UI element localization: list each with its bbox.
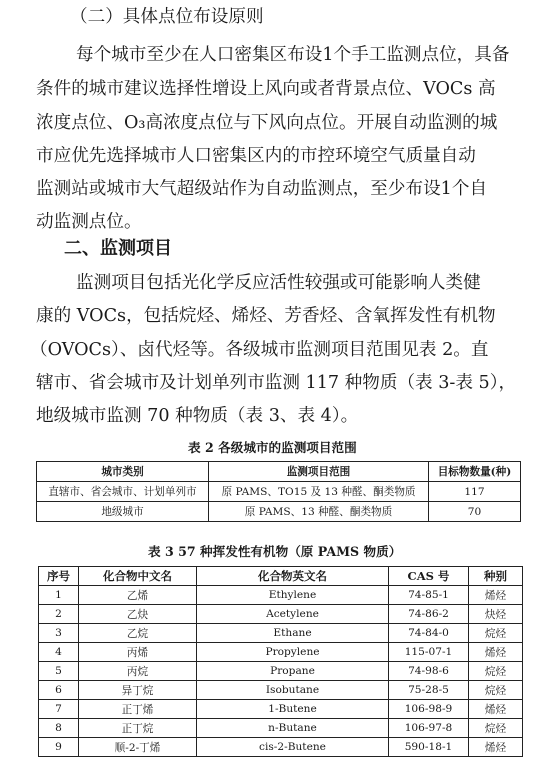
table-row [39, 624, 523, 643]
table-cell: 70 [429, 502, 521, 522]
table-cell: 顺-2-丁烯 [79, 738, 197, 757]
table-cell: 乙烯 [79, 586, 197, 605]
section-heading-monitoring-items: 二、监测项目 [64, 238, 172, 259]
para1-line-6: 动监测点位。 [36, 212, 142, 232]
table-cell: 3 [39, 624, 79, 643]
table-row [39, 605, 523, 624]
table3-header-row [39, 567, 523, 586]
table-cell: 烯烃 [469, 643, 523, 662]
table-cell: Propylene [197, 643, 389, 662]
table2-caption: 表 2 各级城市的监测项目范围 [188, 440, 357, 455]
table-cell: 5 [39, 662, 79, 681]
para2-line-4: 辖市、省会城市及计划单列市监测 117 种物质（表 3-表 5）， [36, 373, 517, 393]
table-cell: 炔烃 [469, 605, 523, 624]
table-cell: 烯烃 [469, 586, 523, 605]
table-cell: 烷烃 [469, 719, 523, 738]
table-cell: 地级城市 [37, 502, 209, 522]
table-cell: 丙烷 [79, 662, 197, 681]
table-cell: 烯烃 [469, 738, 523, 757]
table-cell: 106-98-9 [389, 700, 469, 719]
table-cell: 烷烃 [469, 681, 523, 700]
table-cell: 74-84-0 [389, 624, 469, 643]
table-cell: 6 [39, 681, 79, 700]
para2-line-5: 地级城市监测 70 种物质（表 3、表 4）。 [36, 406, 359, 426]
table3-header-cell: 种别 [469, 567, 523, 586]
table-cell: 1 [39, 586, 79, 605]
table-cell: 9 [39, 738, 79, 757]
table3 [38, 566, 523, 757]
table2-header-cell: 城市类别 [37, 462, 209, 482]
table3-header-cell: 序号 [39, 567, 79, 586]
table-cell: 8 [39, 719, 79, 738]
table2 [36, 461, 521, 522]
table-cell: 正丁烯 [79, 700, 197, 719]
para2-line-2: 康的 VOCs，包括烷烃、烯烃、芳香烃、含氧挥发性有机物 [36, 306, 496, 326]
table-cell: 2 [39, 605, 79, 624]
para1-line-2: 条件的城市建议选择性增设上风向或者背景点位、VOCs 高 [36, 79, 496, 99]
subheading-point-layout: （二）具体点位布设原则 [70, 7, 264, 27]
table3-header-cell: 化合物中文名 [79, 567, 197, 586]
table-cell: 烷烃 [469, 662, 523, 681]
table-cell: cis-2-Butene [197, 738, 389, 757]
para1-line-4: 市应优先选择城市人口密集区内的市控环境空气质量自动 [36, 146, 476, 166]
table-row [39, 719, 523, 738]
para2-line-3: （OVOCs）、卤代烃等。各级城市监测项目范围见表 2。直 [30, 340, 489, 360]
table-cell: Ethylene [197, 586, 389, 605]
para1-line-3: 浓度点位、O₃高浓度点位与下风向点位。开展自动监测的城 [36, 113, 498, 133]
table-cell: 75-28-5 [389, 681, 469, 700]
table-row [37, 502, 521, 522]
table-row [39, 643, 523, 662]
table-cell: 74-85-1 [389, 586, 469, 605]
para2-line-1: 监测项目包括光化学反应活性较强或可能影响人类健 [76, 273, 481, 293]
table-row [39, 586, 523, 605]
table-cell: n-Butane [197, 719, 389, 738]
table3-header-cell: 化合物英文名 [197, 567, 389, 586]
table2-header-row [37, 462, 521, 482]
table-cell: Isobutane [197, 681, 389, 700]
table-row [39, 681, 523, 700]
table-cell: 烷烃 [469, 624, 523, 643]
table-cell: 117 [429, 482, 521, 502]
table3-header-cell: CAS 号 [389, 567, 469, 586]
table-cell: 乙烷 [79, 624, 197, 643]
table2-header-cell: 监测项目范围 [209, 462, 429, 482]
table-cell: 74-98-6 [389, 662, 469, 681]
table-cell: 115-07-1 [389, 643, 469, 662]
table-cell: 直辖市、省会城市、计划单列市 [37, 482, 209, 502]
table-cell: Ethane [197, 624, 389, 643]
table-cell: 异丁烷 [79, 681, 197, 700]
table-cell: 丙烯 [79, 643, 197, 662]
para1-line-1: 每个城市至少在人口密集区布设1个手工监测点位，具备 [76, 45, 510, 65]
table-cell: 正丁烷 [79, 719, 197, 738]
table-cell: 1-Butene [197, 700, 389, 719]
table3-caption: 表 3 57 种挥发性有机物（原 PAMS 物质） [148, 544, 402, 559]
table-row [39, 700, 523, 719]
table-cell: 74-86-2 [389, 605, 469, 624]
table-cell: 106-97-8 [389, 719, 469, 738]
table-cell: 原 PAMS、13 种醛、酮类物质 [209, 502, 429, 522]
table-row [39, 738, 523, 757]
table-cell: 4 [39, 643, 79, 662]
para1-line-5: 监测站或城市大气超级站作为自动监测点，至少布设1个自 [36, 179, 488, 199]
table-cell: 乙炔 [79, 605, 197, 624]
table-cell: Propane [197, 662, 389, 681]
table-cell: 原 PAMS、TO15 及 13 种醛、酮类物质 [209, 482, 429, 502]
table-cell: 烯烃 [469, 700, 523, 719]
table-row [37, 482, 521, 502]
table-cell: 590-18-1 [389, 738, 469, 757]
table-cell: Acetylene [197, 605, 389, 624]
table2-header-cell: 目标物数量(种) [429, 462, 521, 482]
table-cell: 7 [39, 700, 79, 719]
table-row [39, 662, 523, 681]
